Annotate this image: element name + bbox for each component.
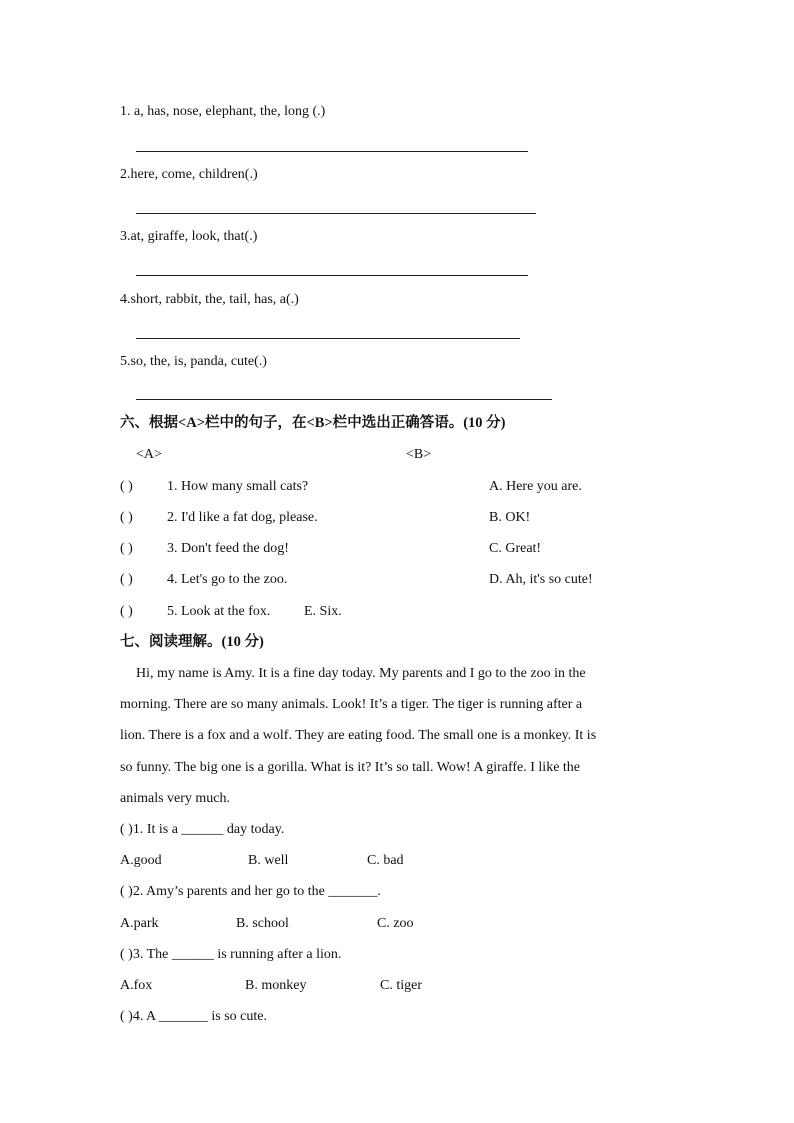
passage-line: so funny. The big one is a gorilla. What is it? It’s so tall. Wow! A giraffe. I like the <box>120 760 581 775</box>
option-c: C. bad <box>367 853 404 868</box>
answer-line[interactable] <box>136 151 528 152</box>
match-answer: C. Great! <box>489 541 542 556</box>
question-stem: ( )1. It is a ______ day today. <box>120 822 285 837</box>
reorder-item: 2.here, come, children(.) <box>120 167 258 182</box>
answer-bracket[interactable]: ( ) <box>120 541 133 556</box>
match-answer: B. OK! <box>489 510 531 525</box>
reorder-item: 3.at, giraffe, look, that(.) <box>120 229 258 244</box>
match-question: 5. Look at the fox. <box>167 604 271 619</box>
option-a: A.park <box>120 916 159 931</box>
reorder-item: 4.short, rabbit, the, tail, has, a(.) <box>120 292 299 307</box>
answer-bracket[interactable]: ( ) <box>120 479 133 494</box>
passage-line: animals very much. <box>120 791 231 806</box>
match-question: 3. Don't feed the dog! <box>167 541 289 556</box>
answer-bracket[interactable]: ( ) <box>120 510 133 525</box>
option-a: A.fox <box>120 978 153 993</box>
match-question: 2. I'd like a fat dog, please. <box>167 510 318 525</box>
answer-line[interactable] <box>136 399 552 400</box>
passage-line: Hi, my name is Amy. It is a fine day today. My parents and I go to the zoo in the <box>136 666 586 681</box>
answer-bracket[interactable]: ( ) <box>120 604 133 619</box>
option-b: B. well <box>248 853 289 868</box>
question-stem: ( )2. Amy’s parents and her go to the _______. <box>120 884 381 899</box>
match-question: 1. How many small cats? <box>167 479 309 494</box>
match-answer: D. Ah, it's so cute! <box>489 572 593 587</box>
option-c: C. tiger <box>380 978 422 993</box>
option-b: B. school <box>236 916 289 931</box>
column-a-label: <A> <box>136 447 162 462</box>
question-stem: ( )4. A _______ is so cute. <box>120 1009 267 1024</box>
reorder-item: 5.so, the, is, panda, cute(.) <box>120 354 267 369</box>
section-6-heading: 六、根据<A>栏中的句子，在<B>栏中选出正确答语。(10 分) <box>120 415 506 431</box>
passage-line: morning. There are so many animals. Look! It’s a tiger. The tiger is running after a <box>120 697 583 712</box>
match-answer: E. Six. <box>304 604 342 619</box>
option-b: B. monkey <box>245 978 307 993</box>
reorder-item: 1. a, has, nose, elephant, the, long (.) <box>120 104 326 119</box>
match-question: 4. Let's go to the zoo. <box>167 572 288 587</box>
answer-line[interactable] <box>136 213 536 214</box>
column-b-label: <B> <box>406 447 432 462</box>
question-stem: ( )3. The ______ is running after a lion. <box>120 947 342 962</box>
option-a: A.good <box>120 853 162 868</box>
match-answer: A. Here you are. <box>489 479 582 494</box>
passage-line: lion. There is a fox and a wolf. They are eating food. The small one is a monkey. It is <box>120 728 597 743</box>
answer-bracket[interactable]: ( ) <box>120 572 133 587</box>
answer-line[interactable] <box>136 338 520 339</box>
option-c: C. zoo <box>377 916 414 931</box>
answer-line[interactable] <box>136 275 528 276</box>
section-7-heading: 七、阅读理解。(10 分) <box>120 634 264 650</box>
